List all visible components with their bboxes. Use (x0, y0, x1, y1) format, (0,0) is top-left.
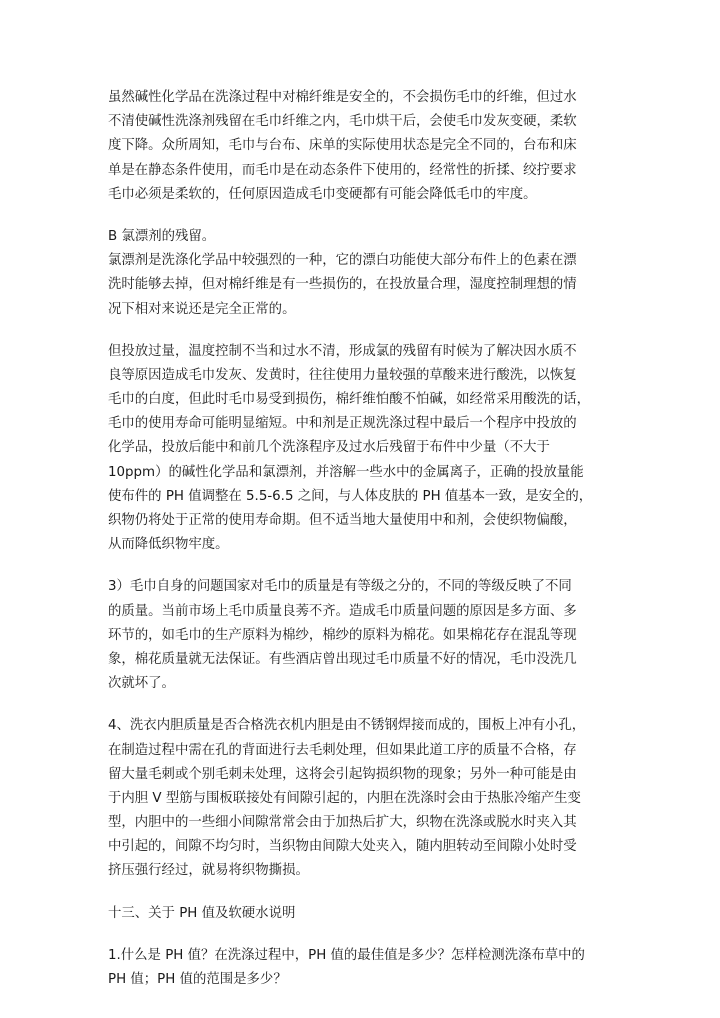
text-line: 虽然碱性化学品在洗涤过程中对棉纤维是安全的，不会损伤毛巾的纤维，但过水 (108, 90, 577, 105)
paragraph-ph-question (108, 944, 622, 992)
text-line: 氯漂剂是洗涤化学品中较强烈的一种，它的漂白功能使大部分布件上的色素在漂 (108, 253, 577, 269)
text-line: 3）毛巾自身的问题国家对毛巾的质量是有等级之分的，不同的等级反映了不同 (108, 579, 572, 595)
text-line: 10ppm）的碱性化学品和氯漂剂，并溶解一些水中的金属离子，正确的投放量能 (108, 464, 584, 480)
text-line: 挤压强行经过，就易将织物撕损。 (108, 863, 309, 879)
text-line: 不清使碱性洗涤剂残留在毛巾纤维之内，毛巾烘干后，会使毛巾发灰变硬，柔软 (108, 114, 577, 130)
text-line: 象，棉花质量就无法保证。有些酒店曾出现过毛巾质量不好的情况，毛巾没洗几 (108, 651, 577, 667)
document-body (108, 86, 622, 992)
text-line: 的质量。当前市场上毛巾质量良莠不齐。造成毛巾质量问题的原因是多方面、多 (108, 603, 577, 619)
paragraph-alkali-residue (108, 86, 622, 207)
text-line: 况下相对来说还是完全正常的。 (108, 301, 296, 317)
text-line: 使布件的 PH 值调整在 5.5-6.5 之间，与人体皮肤的 PH 值基本一致，是安全的， (108, 488, 593, 504)
paragraph-drum-quality (108, 714, 622, 883)
text-line: 于内胆 V 型筋与围板联接处有间隙引起的，内胆在洗涤时会由于热胀冷缩产生变 (108, 790, 581, 806)
paragraph-overdose (108, 340, 622, 558)
text-line: 毛巾必须是柔软的，任何原因造成毛巾变硬都有可能会降低毛巾的牢度。 (108, 186, 537, 202)
text-line: 度下降。众所周知，毛巾与台布、床单的实际使用状态是完全不同的，台布和床 (108, 138, 577, 154)
section-heading: B 氯漂剂的残留。 (108, 228, 216, 244)
text-line: 毛巾的使用寿命可能明显缩短。中和剂是正规洗涤过程中最后一个程序中投放的 (108, 416, 577, 432)
text-line: 织物仍将处于正常的使用寿命期。但不适当地大量使用中和剂，会使织物偏酸， (108, 513, 577, 528)
text-line: 型，内胆中的一些细小间隙常常会由于加热后扩大，织物在洗涤或脱水时夹入其 (108, 815, 577, 831)
text-line: 化学品，投放后能中和前几个洗涤程序及过水后残留于布件中少量（不大于 (108, 440, 550, 456)
paragraph-towel-quality (108, 575, 622, 696)
text-line: 洗时能够去掉，但对棉纤维是有一些损伤的，在投放量合理，湿度控制理想的情 (108, 277, 577, 293)
text-line: 留大量毛刺或个别毛刺未处理，这将会引起钩损织物的现象；另外一种可能是由 (108, 766, 577, 782)
text-line: 在制造过程中需在孔的背面进行去毛刺处理，但如果此道工序的质量不合格，存 (108, 742, 577, 758)
text-line: 环节的，如毛巾的生产原料为棉纱，棉纱的原料为棉花。如果棉花存在混乱等现 (108, 627, 577, 643)
text-line: 4、洗衣内胆质量是否合格洗衣机内胆是由不锈钢焊接而成的，围板上冲有小孔， (108, 718, 586, 734)
text-line: 次就坏了。 (108, 676, 175, 692)
text-line: 单是在静态条件使用，而毛巾是在动态条件下使用的，经常性的折揉、绞拧要求 (108, 162, 577, 178)
text-line: 从而降低织物牢度。 (108, 537, 229, 553)
text-line: 中引起的，间隙不均匀时，当织物由间隙大处夹入，随内胆转动至间隙小处时受 (108, 839, 577, 855)
text-line: 但投放过量，温度控制不当和过水不清，形成氯的残留有时候为了解决因水质不 (108, 343, 577, 359)
text-line: PH 值；PH 值的范围是多少？ (108, 972, 287, 987)
paragraph-chlorine-bleach (108, 225, 622, 322)
section-heading: 十三、关于 PH 值及软硬水说明 (108, 905, 296, 921)
text-line: 良等原因造成毛巾发灰、发黄时，往往使用力量较强的草酸来进行酸洗，以恢复 (108, 367, 577, 383)
section-title-ph (108, 902, 622, 926)
text-line: 1.什么是 PH 值？在洗涤过程中，PH 值的最佳值是多少？怎样检测洗涤布草中的 (108, 947, 585, 963)
text-line: 毛巾的白度，但此时毛巾易受到损伤，棉纤维怕酸不怕碱，如经常采用酸洗的话， (108, 392, 591, 408)
